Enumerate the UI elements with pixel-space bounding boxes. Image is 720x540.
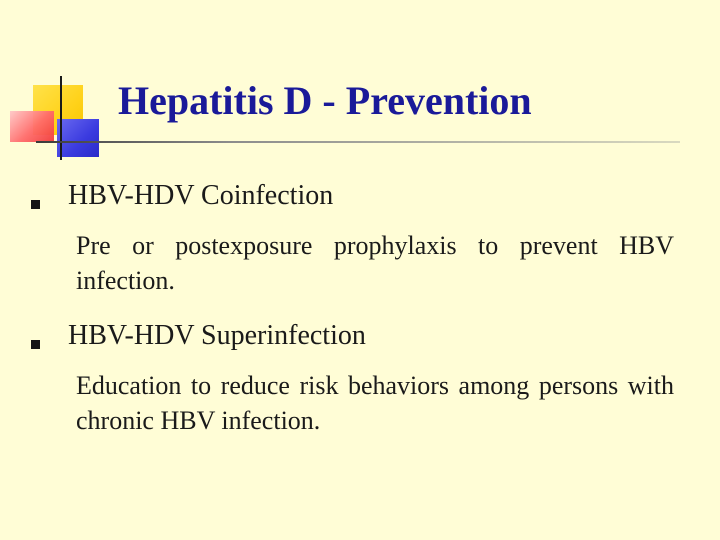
vertical-rule-decoration [60,76,62,160]
square-bullet-icon [31,340,40,349]
bullet-heading-superinfection: HBV-HDV Superinfection [68,320,366,351]
bullet-text-coinfection: Pre or postexposure prophylaxis to prevent HBV infection. [76,231,674,295]
title-underline-rule [36,141,680,143]
slide-title: Hepatitis D - Prevention [118,78,532,123]
blue-square-decoration [57,119,99,157]
bullet-heading-coinfection: HBV-HDV Coinfection [68,180,334,211]
red-square-decoration [10,111,54,142]
square-bullet-icon [31,200,40,209]
bullet-text-superinfection: Education to reduce risk behaviors among persons with chronic HBV infection. [76,371,674,435]
